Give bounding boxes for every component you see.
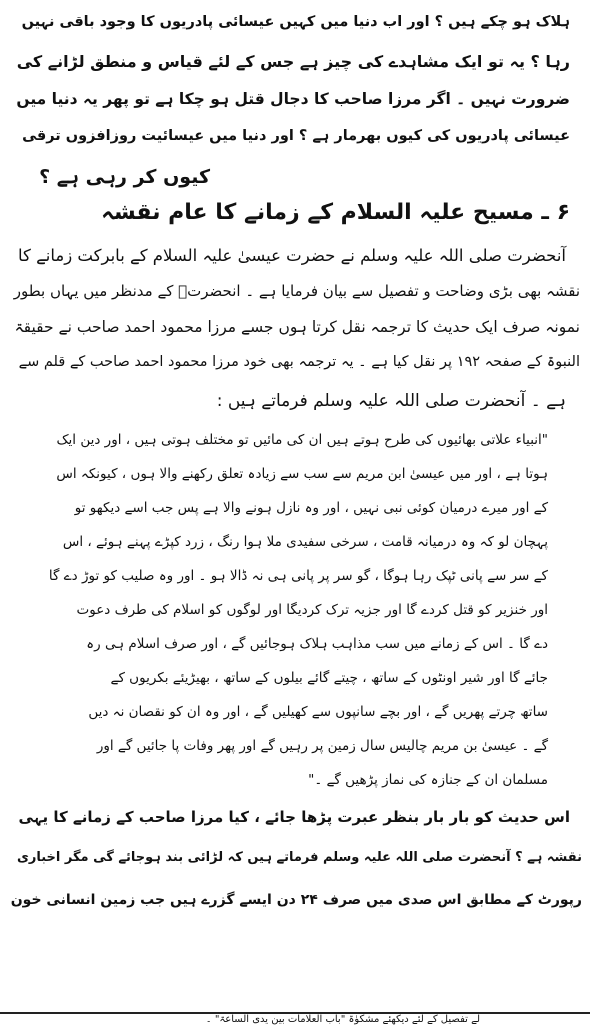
paragraph-3-line: نقشہ ہے ؟ آنحضرت صلی اللہ علیہ وسلم فرماتے ہیں کہ لڑائی بند ہوجائے گی مگر اخباری xyxy=(16,850,582,865)
section-heading: ۶ ـ مسیح علیہ السلام کے زمانے کا عام نقشہ xyxy=(101,200,570,225)
paragraph-2-line: النبوۃ کے صفحہ ۱۹۲ پر نقل کیا ہے ۔ یہ ترجمہ بھی خود مرزا محمود احمد صاحب کے قلم سے xyxy=(18,354,580,370)
quote-line: دے گا ۔ اس کے زمانے میں سب مذاہب ہلاک ہوجائیں گے ، اور صرف اسلام ہی رہ xyxy=(86,636,548,652)
paragraph-3-line: رپورٹ کے مطابق اس صدی میں صرف ۲۴ دن ایسے گزرے ہیں جب زمین انسانی خون xyxy=(10,892,582,908)
quote-line: مسلمان ان کے جنازہ کی نماز پڑھیں گے ۔" xyxy=(308,772,548,788)
quote-line: کے اور میرے درمیان کوئی نبی نہیں ، اور وہ نازل ہونے والا ہے پس جب اسے دیکھو تو xyxy=(74,500,548,516)
paragraph-1-line: کیوں کر رہی ہے ؟ xyxy=(39,166,210,188)
quote-line: کے سر سے پانی ٹپک رہا ہوگا ، گو سر پر پانی ہی نہ ڈالا ہو ۔ اور وہ صلیب کو توڑ دے گا xyxy=(48,568,548,584)
quote-line: پہچان لو کہ وہ درمیانہ قامت ، سرخی سفیدی ملا ہوا رنگ ، زرد کپڑے پہنے ہوئے ، اس xyxy=(62,534,548,550)
quote-line: ساتھ چرتے پھریں گے ، اور بچے سانپوں سے کھیلیں گے ، اور وہ ان کو نقصان نہ دیں xyxy=(88,704,548,720)
paragraph-1-line: عیسائی پادریوں کی کیوں بھرمار ہے ؟ اور دنیا میں عیسائیت روزافزوں ترقی xyxy=(22,128,570,144)
paragraph-1-line: رہا ؟ یہ تو ایک مشاہدے کی چیز ہے جس کے لئے قیاس و منطق لڑانے کی xyxy=(16,52,570,71)
paragraph-2-line: نقشہ بھی بڑی وضاحت و تفصیل سے بیان فرمایا ہے ۔ انحضرتؐ کے مدنظر میں یہاں بطور xyxy=(13,282,580,300)
quote-line: ہوتا ہے ، اور میں عیسیٰ ابن مریم سے سب سے زیادہ تعلق رکھنے والا ہوں ، کیونکہ اس xyxy=(56,466,548,482)
paragraph-1-line: ضرورت نہیں ۔ اگر مرزا صاحب کا دجال قتل ہو چکا ہے تو پھر یہ دنیا میں xyxy=(16,90,570,108)
paragraph-2-line: آنحضرت صلی اللہ علیہ وسلم نے حضرت عیسیٰ علیہ السلام کے بابرکت زمانے کا xyxy=(17,246,566,265)
paragraph-2-line: ہے ۔ آنحضرت صلی اللہ علیہ وسلم فرماتے ہیں : xyxy=(216,391,566,411)
quote-line: جائے گا اور شیر اونٹوں کے ساتھ ، چیتے گائے بیلوں کے ساتھ ، بھیڑیئے بکریوں کے xyxy=(110,670,548,686)
quote-line: گے ۔ عیسیٰ بن مریم چالیس سال زمین پر رہیں گے اور پھر وفات پا جائیں گے اور xyxy=(96,738,548,754)
paragraph-3-line: اس حدیث کو بار بار بنظر عبرت پڑھا جائے ، کیا مرزا صاحب کے زمانے کا یہی xyxy=(18,808,570,826)
footnote: لے تفصیل کے لئے دیکھئے مشکوٰۃ "باب العلامات بین یدی الساعۃ" ۔ xyxy=(205,1014,480,1025)
paragraph-1-line: ہلاک ہو چکے ہیں ؟ اور اب دنیا میں کہیں عیسائی پادریوں کا وجود باقی نہیں xyxy=(21,14,570,30)
paragraph-2-line: نمونہ صرف ایک حدیث کا ترجمہ نقل کرتا ہوں جسے مرزا محمود احمد صاحب نے حقیقۃ xyxy=(14,318,580,336)
quote-line: اور خنزیر کو قتل کردے گا اور جزیہ ترک کردیگا اور لوگوں کو اسلام کی طرف دعوت xyxy=(76,602,548,618)
quote-line: "انبیاء علاتی بھائیوں کی طرح ہوتے ہیں ان کی مائیں تو مختلف ہوتی ہیں ، اور دین ایک xyxy=(56,432,548,448)
